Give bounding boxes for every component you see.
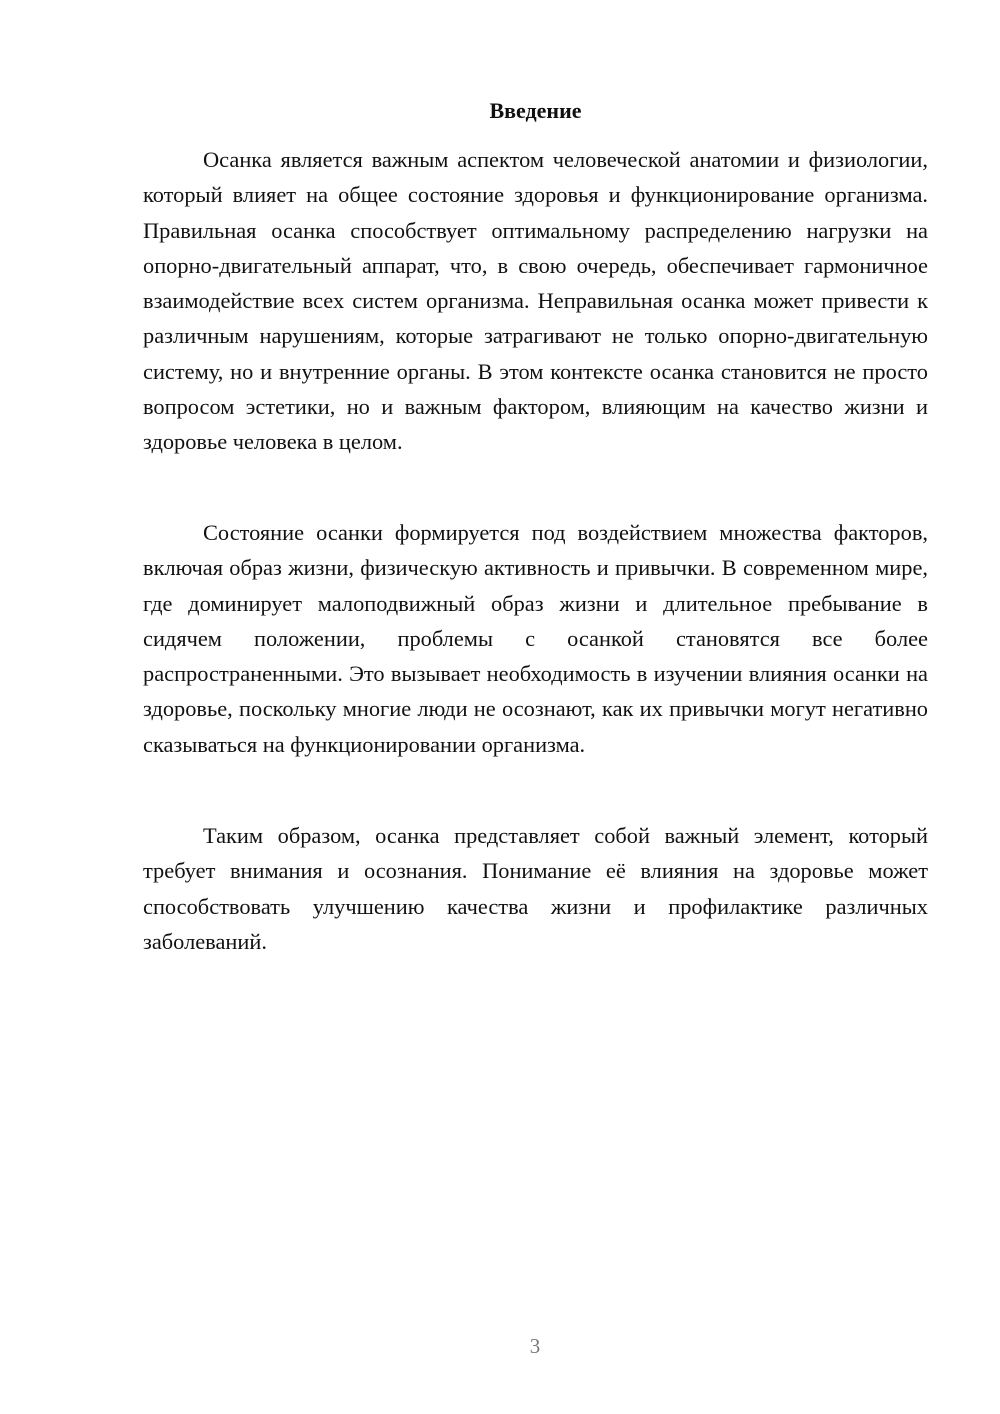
page-number: 3 [529,1334,541,1358]
body-paragraph-1: Осанка является важным аспектом человеческой анатомии и физиологии, который влияет на общее состояние здоровья и функционирование организма. Правильная осанка способствует оптимальному распределению нагрузки на опорно-двигательный аппарат, что, в свою очередь, обеспечивает гармоничное взаимодействие всех систем организма. Неправильная осанка может привести к различным нарушениям, которые затрагивают не только опорно-двигательную систему, но и внутренние органы. В этом контексте осанка становится не просто вопросом эстетики, но и важным фактором, влияющим на качество жизни и здоровье человека в целом. [143,147,928,455]
body-paragraph-2: Состояние осанки формируется под воздействием множества факторов, включая образ жизни, физическую активность и привычки. В современном мире, где доминирует малоподвижный образ жизни и длительное пребывание в сидячем положении, проблемы с осанкой становятся все более распространенными. Это вызывает необходимость в изучении влияния осанки на здоровье, поскольку многие люди не осознают, как их привычки могут негативно сказываться на функционировании организма. [143,520,928,757]
body-paragraph-3: Таким образом, осанка представляет собой важный элемент, который требует внимания и осознания. Понимание её влияния на здоровье может способствовать улучшению качества жизни и профилактике различных заболеваний. [143,823,928,954]
section-heading: Введение [489,98,582,123]
